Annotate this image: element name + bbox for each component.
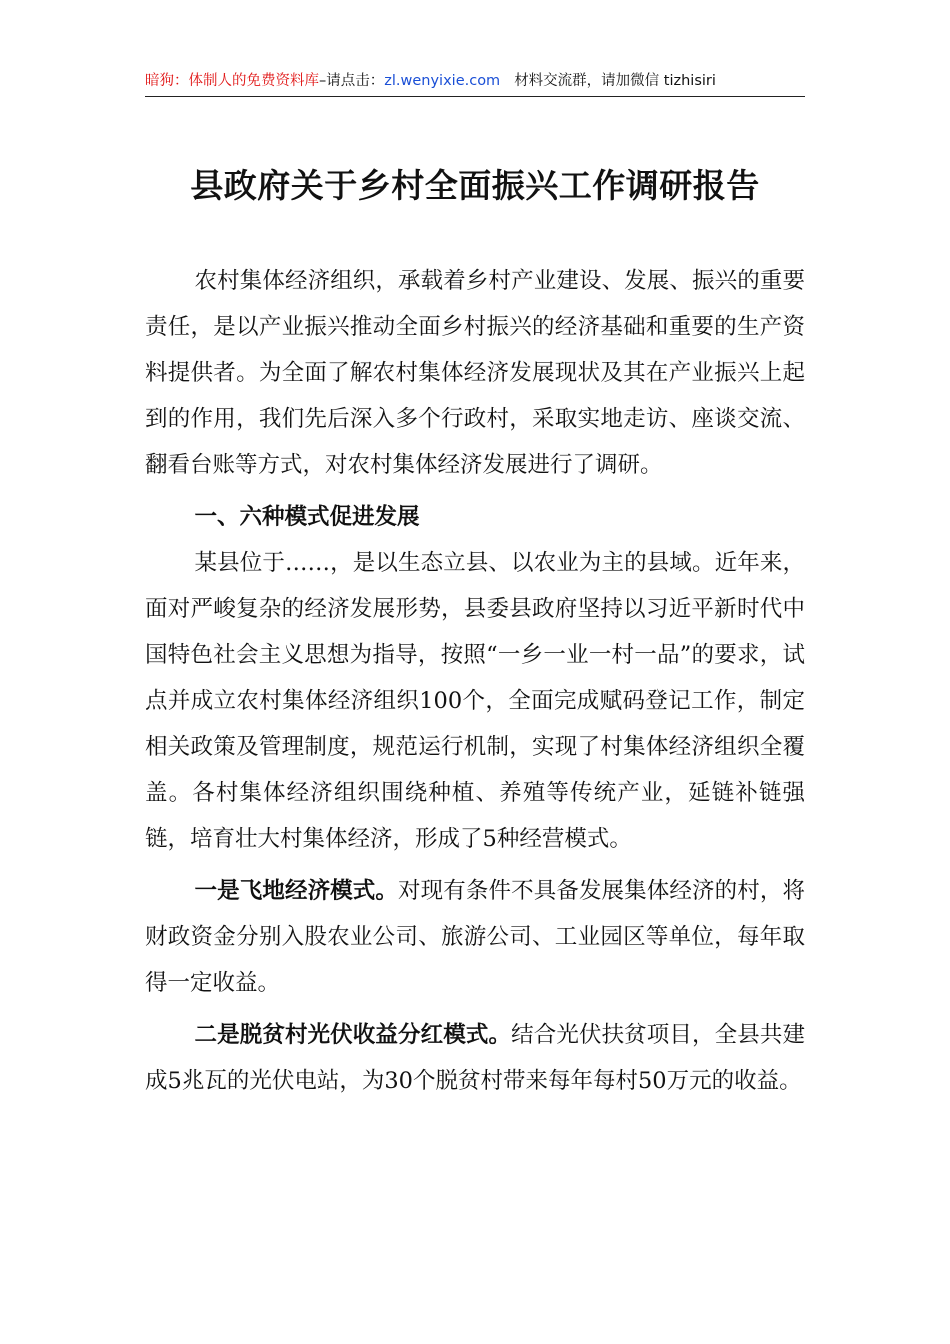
section-heading-1: 一、六种模式促进发展 — [194, 504, 420, 530]
mode-1-text: 对现有条件不具备发展集体经济的村，将财政资金分别入股农业公司、旅游公司、工业园区等单位，每年取得一定收益。 — [145, 878, 805, 996]
top-banner — [145, 66, 805, 97]
mode-2-text: 结合光伏扶贫项目，全县共建成5兆瓦的光伏电站，为30个脱贫村带来每年每村50万元的收益。 — [145, 1022, 805, 1094]
section-1-paragraph: 某县位于……，是以生态立县、以农业为主的县域。近年来，面对严峻复杂的经济发展形势，县委县政府坚持以习近平新时代中国特色社会主义思想为指导，按照“一乡一业一村一品”的要求，试点并成立农村集体经济组织100个，全面完成赋码登记工作，制定相关政策及管理制度，规范运行机制，实现了村集体经济组织全覆盖。各村集体经济组织围绕种植、养殖等传统产业，延链补链强链，培育壮大村集体经济，形成了5种经营模式。 — [145, 550, 805, 852]
banner-link[interactable]: zl.wenyixie.com — [384, 73, 501, 89]
mode-1-lead: 一是飞地经济模式。 — [194, 878, 399, 904]
banner-brand: 暗狗：体制人的免费资料库 — [145, 73, 319, 89]
document-body — [145, 258, 805, 1104]
mode-2-paragraph — [145, 1012, 805, 1104]
intro-paragraph: 农村集体经济组织，承载着乡村产业建设、发展、振兴的重要责任，是以产业振兴推动全面乡村振兴的经济基础和重要的生产资料提供者。为全面了解农村集体经济发展现状及其在产业振兴上起到的作用，我们先后深入多个行政村，采取实地走访、座谈交流、翻看台账等方式，对农村集体经济发展进行了调研。 — [145, 268, 805, 478]
banner-group-note: 材料交流群，请加微信 tizhisiri — [514, 73, 716, 89]
mode-1-paragraph — [145, 868, 805, 1006]
banner-click-prefix: –请点击： — [319, 73, 385, 89]
document-title: 县政府关于乡村全面振兴工作调研报告 — [190, 166, 760, 205]
mode-2-lead: 二是脱贫村光伏收益分红模式。 — [194, 1022, 512, 1048]
